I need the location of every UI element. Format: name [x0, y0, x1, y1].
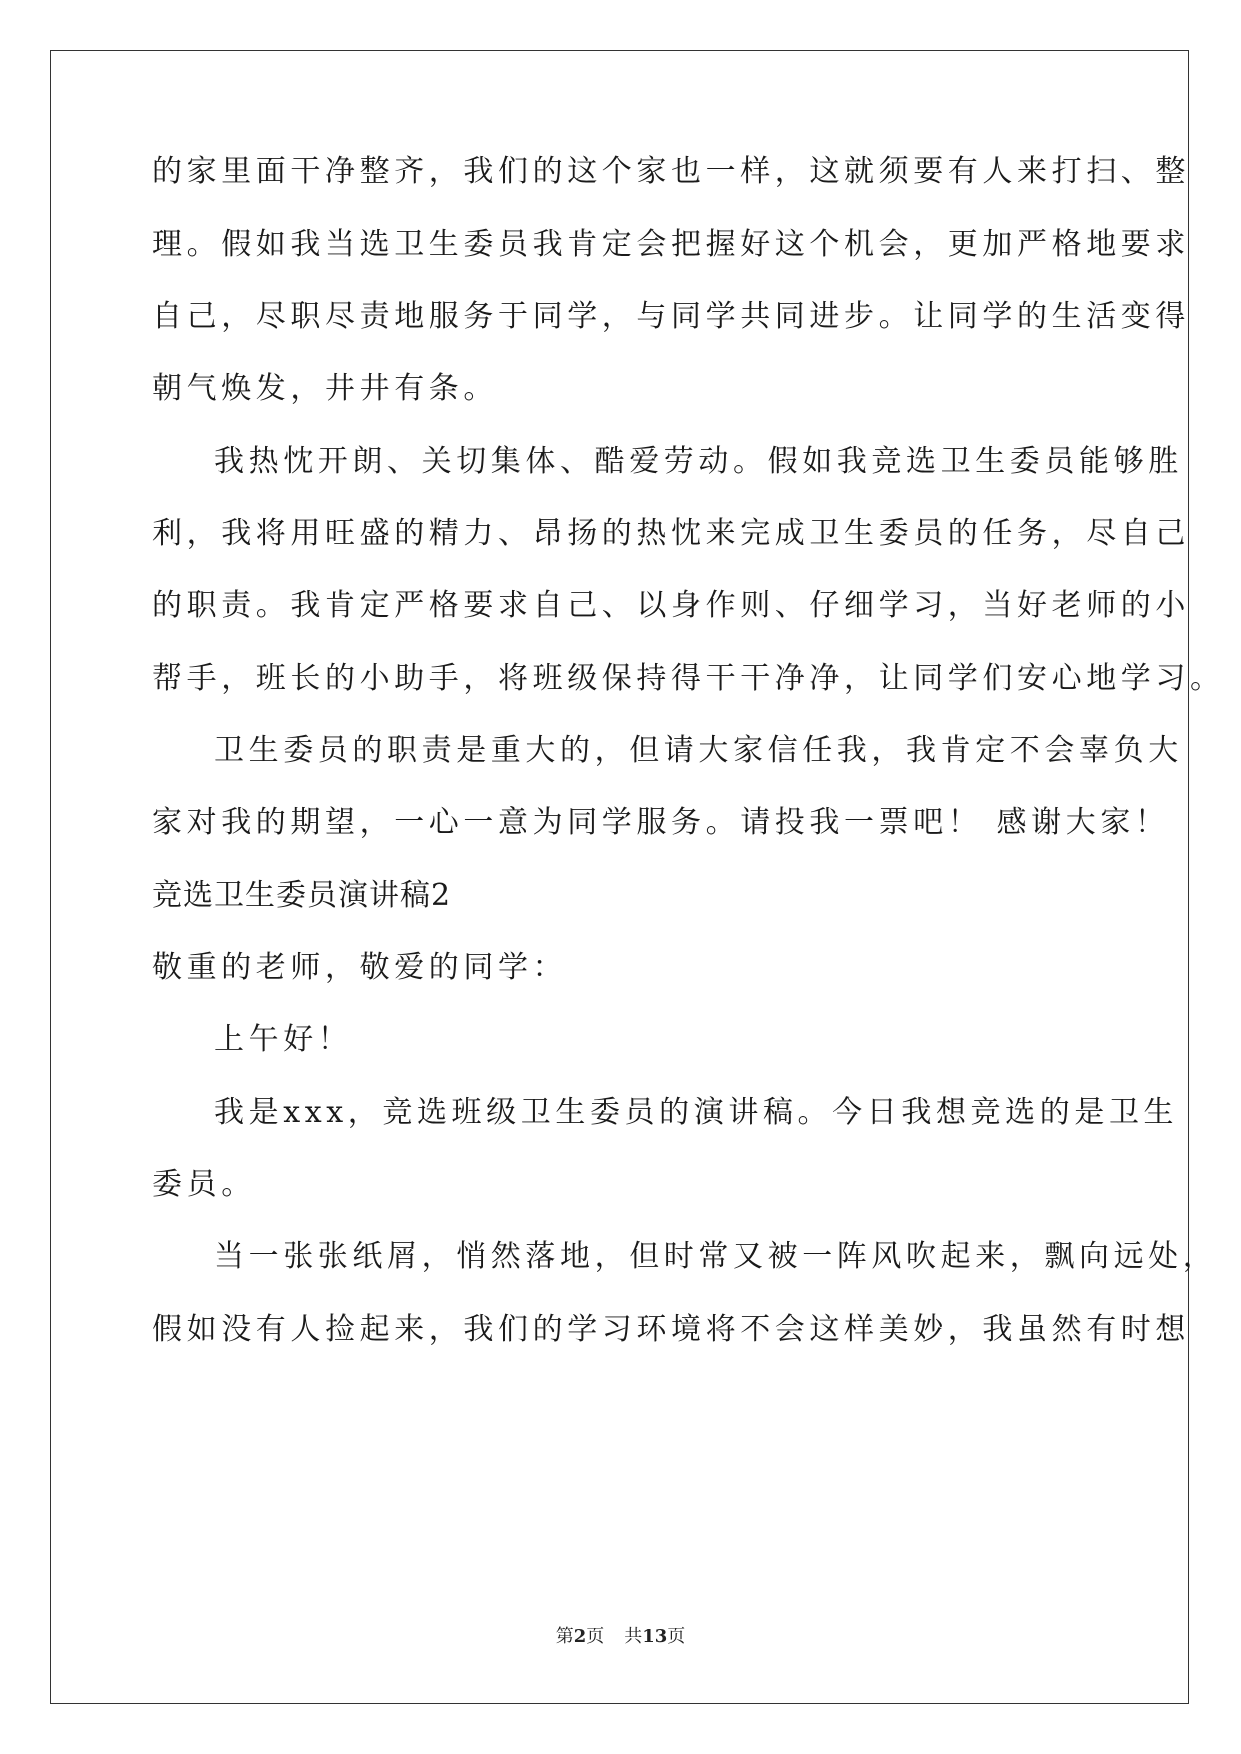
text-line: 理。假如我当选卫生委员我肯定会把握好这个机会，更加严格地要求 [152, 227, 1190, 262]
greeting: 上午好！ [214, 1022, 353, 1057]
text-line: 朝气焕发，井井有条。 [152, 371, 498, 406]
page-footer [0, 1625, 1241, 1649]
total-prefix: 共 [624, 1626, 643, 1647]
page-suffix: 页 [586, 1626, 605, 1647]
text-line: 假如没有人捡起来，我们的学习环境将不会这样美妙，我虽然有时想 [152, 1312, 1190, 1347]
text-line: 利，我将用旺盛的精力、昂扬的热忱来完成卫生委员的任务，尽自己 [152, 516, 1190, 551]
text-line: 自己，尽职尽责地服务于同学，与同学共同进步。让同学的生活变得 [152, 299, 1190, 334]
paragraph-first-line: 我是xxx，竞选班级卫生委员的演讲稿。今日我想竞选的是卫生 [214, 1095, 1179, 1130]
page-number: 2 [573, 1626, 587, 1647]
paragraph-first-line: 当一张张纸屑，悄然落地，但时常又被一阵风吹起来，飘向远处， [214, 1239, 1218, 1274]
text-line: 委员。 [152, 1167, 256, 1202]
section-title: 竞选卫生委员演讲稿2 [152, 878, 452, 913]
page-prefix: 第 [555, 1626, 574, 1647]
text-line: 的家里面干净整齐，我们的这个家也一样，这就须要有人来打扫、整 [152, 154, 1190, 189]
text-line: 的职责。我肯定严格要求自己、以身作则、仔细学习，当好老师的小 [152, 588, 1190, 623]
text-line: 家对我的期望，一心一意为同学服务。请投我一票吧！ 感谢大家！ [152, 805, 1170, 840]
salutation: 敬重的老师，敬爱的同学： [152, 950, 568, 985]
total-suffix: 页 [667, 1626, 686, 1647]
total-pages: 13 [642, 1626, 668, 1647]
text-line: 帮手，班长的小助手，将班级保持得干干净净，让同学们安心地学习。 [152, 661, 1225, 696]
paragraph-first-line: 我热忱开朗、关切集体、酷爱劳动。假如我竞选卫生委员能够胜 [214, 444, 1183, 479]
paragraph-first-line: 卫生委员的职责是重大的，但请大家信任我，我肯定不会辜负大 [214, 733, 1183, 768]
